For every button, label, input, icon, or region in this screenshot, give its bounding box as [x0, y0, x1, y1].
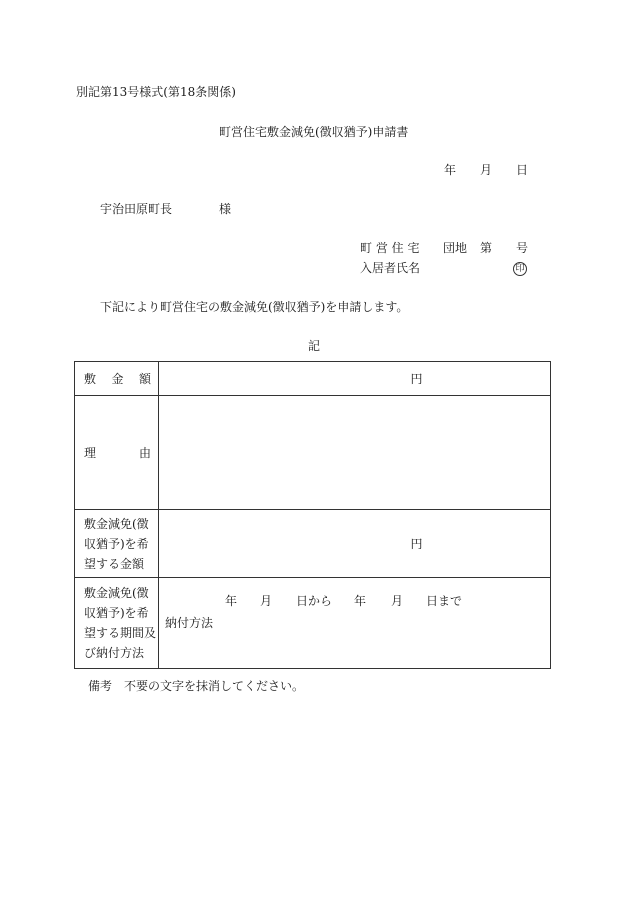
dai-label: 第	[480, 241, 493, 255]
go-label: 号	[516, 241, 529, 255]
yen-unit: 円	[410, 537, 423, 551]
remarks-label: 備考	[88, 679, 113, 693]
label-line: 収猶予)を希	[84, 606, 149, 620]
label-char: 額	[138, 372, 151, 386]
document-title: 町営住宅敷金減免(徴収猶予)申請書	[219, 125, 409, 139]
label-line: 望する期間及	[84, 626, 157, 640]
danchi-label: 団地	[443, 241, 468, 255]
addressee-name: 宇治田原町長	[100, 202, 173, 216]
statement: 下記により町営住宅の敷金減免(徴収猶予)を申請します。	[100, 300, 409, 314]
label-line: び納付方法	[84, 646, 145, 660]
desired-amount-field[interactable]	[159, 510, 551, 578]
application-table	[74, 361, 551, 669]
date-month: 月	[480, 163, 493, 177]
ki-label: 記	[308, 339, 321, 353]
label-char: 敷	[84, 372, 97, 386]
label-reason	[75, 396, 159, 510]
period-day-until: 日まで	[426, 594, 463, 608]
label-char: 由	[138, 446, 151, 460]
label-deposit-amount	[75, 362, 159, 396]
label-line: 敷金減免(徴	[84, 586, 149, 600]
row-desired-amount	[75, 510, 551, 578]
remarks-text: 不要の文字を抹消してください。	[124, 679, 305, 693]
label-desired-amount	[75, 510, 159, 578]
label-line: 望する金額	[84, 556, 145, 571]
period-method-field[interactable]	[159, 578, 551, 669]
addressee-honorific: 様	[219, 202, 232, 216]
housing-label: 町 営 住 宅	[360, 241, 420, 255]
reason-field[interactable]	[159, 396, 551, 510]
deposit-amount-field[interactable]	[159, 362, 551, 396]
payment-method-label: 納付方法	[165, 616, 214, 630]
label-char: 理	[84, 446, 97, 460]
period-month-end: 月	[391, 594, 404, 608]
row-reason	[75, 396, 551, 510]
form-number: 別記第13号様式(第18条関係)	[76, 85, 236, 99]
label-line: 収猶予)を希	[84, 536, 149, 551]
period-year-end: 年	[354, 594, 367, 608]
date-year: 年	[444, 163, 457, 177]
yen-unit: 円	[410, 372, 423, 386]
row-period-method	[75, 578, 551, 669]
period-day-from: 日から	[296, 594, 333, 608]
period-month-start: 月	[260, 594, 273, 608]
seal-mark: 印	[513, 262, 527, 276]
resident-name-label: 入居者氏名	[360, 261, 421, 275]
period-line	[159, 595, 550, 609]
row-deposit-amount	[75, 362, 551, 396]
date-day: 日	[516, 163, 529, 177]
seal-icon	[513, 261, 527, 276]
label-line: 敷金減免(徴	[84, 516, 149, 531]
label-period-method	[75, 578, 159, 669]
period-year-start: 年	[225, 594, 238, 608]
label-char: 金	[111, 372, 124, 386]
